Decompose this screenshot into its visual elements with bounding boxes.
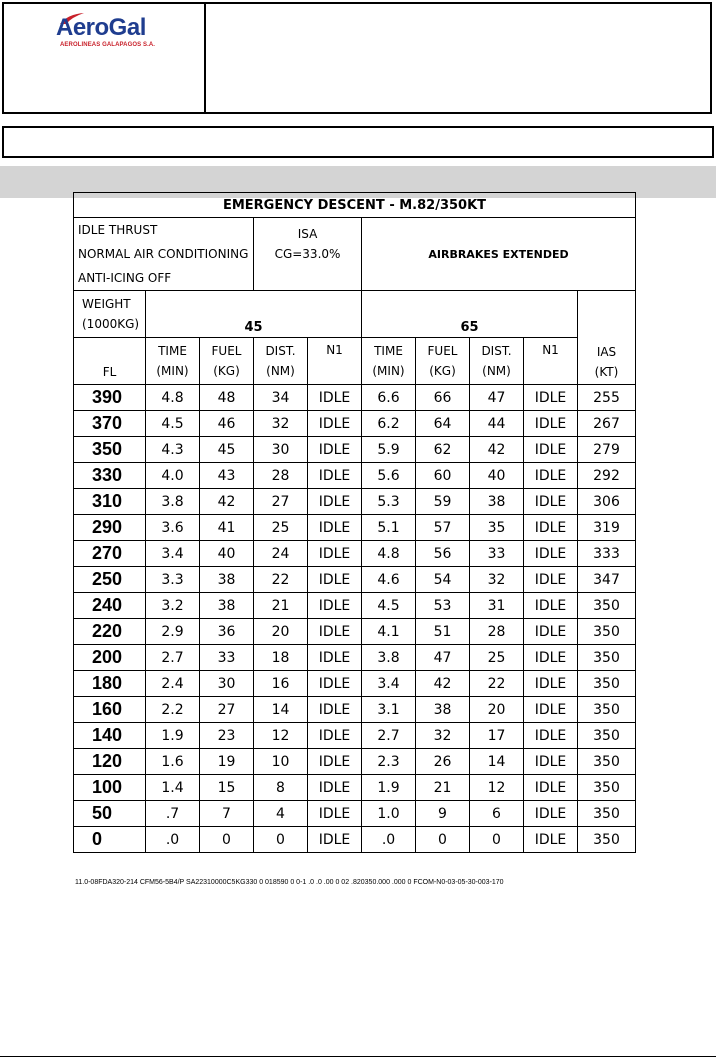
cell-d2: 33 (470, 541, 524, 567)
cell-d1: 30 (254, 437, 308, 463)
cell-ias: 350 (578, 801, 636, 827)
cell-t1: 2.2 (146, 697, 200, 723)
cell-t2: 6.2 (362, 411, 416, 437)
cell-f2: 60 (416, 463, 470, 489)
cell-t2: 2.3 (362, 749, 416, 775)
cell-ias: 350 (578, 723, 636, 749)
cell-t2: 4.6 (362, 567, 416, 593)
cell-t1: 4.3 (146, 437, 200, 463)
cell-ias: 333 (578, 541, 636, 567)
cell-t2: 5.9 (362, 437, 416, 463)
cell-d1: 20 (254, 619, 308, 645)
cell-fl: 330 (74, 463, 146, 489)
cell-n1b: IDLE (524, 411, 578, 437)
cell-d2: 14 (470, 749, 524, 775)
cell-n1b: IDLE (524, 567, 578, 593)
table-row (74, 645, 636, 671)
cell-t1: 3.6 (146, 515, 200, 541)
time-header: TIME (MIN) (146, 338, 200, 385)
cell-f1: 40 (200, 541, 254, 567)
cell-fl: 100 (74, 775, 146, 801)
cell-f1: 23 (200, 723, 254, 749)
dist-header: DIST. (NM) (254, 338, 308, 385)
cell-f1: 27 (200, 697, 254, 723)
fuel-header: FUEL (KG) (200, 338, 254, 385)
cell-n1b: IDLE (524, 437, 578, 463)
weight-label-cell (74, 291, 146, 338)
cell-d2: 40 (470, 463, 524, 489)
cell-d1: 25 (254, 515, 308, 541)
cell-fl: 140 (74, 723, 146, 749)
table-title: EMERGENCY DESCENT - M.82/350KT (74, 193, 636, 218)
cell-n1b: IDLE (524, 541, 578, 567)
cell-n1b: IDLE (524, 593, 578, 619)
cell-fl: 50 (74, 801, 146, 827)
cell-t1: 2.7 (146, 645, 200, 671)
cg-label: CG=33.0% (274, 247, 341, 261)
cell-d1: 32 (254, 411, 308, 437)
cell-f1: 42 (200, 489, 254, 515)
cell-n1a: IDLE (308, 489, 362, 515)
cell-f1: 33 (200, 645, 254, 671)
cell-f1: 45 (200, 437, 254, 463)
cell-f2: 53 (416, 593, 470, 619)
cell-d1: 27 (254, 489, 308, 515)
table-row (74, 515, 636, 541)
weight-label: WEIGHT (82, 297, 131, 311)
table-row (74, 801, 636, 827)
cell-d1: 12 (254, 723, 308, 749)
cell-fl: 240 (74, 593, 146, 619)
cell-f2: 51 (416, 619, 470, 645)
cell-f2: 62 (416, 437, 470, 463)
cell-n1b: IDLE (524, 801, 578, 827)
cell-d1: 10 (254, 749, 308, 775)
cell-d1: 0 (254, 827, 308, 853)
table-row (74, 437, 636, 463)
cell-t2: 4.8 (362, 541, 416, 567)
table-row (74, 411, 636, 437)
table-row (74, 671, 636, 697)
cell-n1b: IDLE (524, 463, 578, 489)
cell-t2: 6.6 (362, 385, 416, 411)
table-row (74, 593, 636, 619)
cell-d2: 32 (470, 567, 524, 593)
cell-f1: 48 (200, 385, 254, 411)
cell-f2: 42 (416, 671, 470, 697)
cell-d2: 12 (470, 775, 524, 801)
ias-unit: (KT) (594, 365, 619, 379)
cell-n1a: IDLE (308, 593, 362, 619)
cell-d1: 4 (254, 801, 308, 827)
cell-n1b: IDLE (524, 723, 578, 749)
cell-t1: 3.2 (146, 593, 200, 619)
cell-ias: 350 (578, 697, 636, 723)
cell-d2: 0 (470, 827, 524, 853)
cell-t2: 5.3 (362, 489, 416, 515)
cell-n1a: IDLE (308, 827, 362, 853)
cell-t1: 3.8 (146, 489, 200, 515)
cell-fl: 350 (74, 437, 146, 463)
cell-d2: 22 (470, 671, 524, 697)
cell-ias: 350 (578, 619, 636, 645)
cell-f1: 7 (200, 801, 254, 827)
cell-d2: 35 (470, 515, 524, 541)
cell-fl: 160 (74, 697, 146, 723)
cell-f1: 15 (200, 775, 254, 801)
condition-line: ANTI-ICING OFF (78, 271, 172, 285)
page-bottom-rule (0, 1056, 716, 1057)
cell-f1: 38 (200, 567, 254, 593)
cell-ias: 292 (578, 463, 636, 489)
cell-f2: 54 (416, 567, 470, 593)
cell-n1a: IDLE (308, 411, 362, 437)
cell-t2: 2.7 (362, 723, 416, 749)
cell-d2: 38 (470, 489, 524, 515)
cell-ias: 350 (578, 775, 636, 801)
cell-f1: 38 (200, 593, 254, 619)
table-row (74, 827, 636, 853)
cell-d2: 25 (470, 645, 524, 671)
table-row (74, 749, 636, 775)
cell-d1: 21 (254, 593, 308, 619)
cell-n1a: IDLE (308, 541, 362, 567)
cell-fl: 0 (74, 827, 146, 853)
cell-n1b: IDLE (524, 749, 578, 775)
cell-d1: 16 (254, 671, 308, 697)
cell-ias: 267 (578, 411, 636, 437)
cell-fl: 200 (74, 645, 146, 671)
cell-fl: 370 (74, 411, 146, 437)
cell-n1b: IDLE (524, 671, 578, 697)
cell-d2: 31 (470, 593, 524, 619)
cell-n1a: IDLE (308, 775, 362, 801)
cell-f2: 66 (416, 385, 470, 411)
cell-ias: 279 (578, 437, 636, 463)
cell-d1: 22 (254, 567, 308, 593)
cell-t2: 4.5 (362, 593, 416, 619)
cell-t2: 5.1 (362, 515, 416, 541)
cell-f2: 21 (416, 775, 470, 801)
cell-d2: 28 (470, 619, 524, 645)
cell-d2: 20 (470, 697, 524, 723)
cell-f2: 57 (416, 515, 470, 541)
logo-cell (4, 4, 206, 112)
cell-f2: 56 (416, 541, 470, 567)
cell-d2: 6 (470, 801, 524, 827)
cell-t2: 4.1 (362, 619, 416, 645)
cell-f2: 32 (416, 723, 470, 749)
cell-n1a: IDLE (308, 515, 362, 541)
cell-t2: .0 (362, 827, 416, 853)
table-row (74, 775, 636, 801)
cell-fl: 310 (74, 489, 146, 515)
cell-t1: 2.4 (146, 671, 200, 697)
cell-ias: 350 (578, 645, 636, 671)
weight-unit: (1000KG) (82, 317, 140, 331)
fl-header: FL (74, 338, 146, 385)
table-row (74, 697, 636, 723)
cell-fl: 270 (74, 541, 146, 567)
isa-label: ISA (297, 227, 318, 241)
table-footnote: 11.0-08FDA320-214 CFM56-5B4/P SA22310000C5KG330 0 018590 0 0-1 .0 .0 .00 0 02 .820350.000 .000 0 FCOM-N0-03-05-30-003-170 (75, 879, 504, 886)
cell-n1b: IDLE (524, 515, 578, 541)
cell-f2: 9 (416, 801, 470, 827)
cell-n1a: IDLE (308, 801, 362, 827)
cell-ias: 350 (578, 749, 636, 775)
cell-fl: 250 (74, 567, 146, 593)
condition-line: NORMAL AIR CONDITIONING (78, 247, 249, 261)
cell-fl: 290 (74, 515, 146, 541)
ias-header (578, 291, 636, 385)
cell-t1: 1.4 (146, 775, 200, 801)
table-row (74, 385, 636, 411)
cell-t2: 3.4 (362, 671, 416, 697)
cell-f1: 41 (200, 515, 254, 541)
cell-ias: 350 (578, 671, 636, 697)
cell-n1a: IDLE (308, 749, 362, 775)
cell-d2: 42 (470, 437, 524, 463)
cell-n1a: IDLE (308, 567, 362, 593)
cell-t1: 3.4 (146, 541, 200, 567)
cell-n1a: IDLE (308, 463, 362, 489)
cell-f2: 0 (416, 827, 470, 853)
cell-f1: 0 (200, 827, 254, 853)
table-row (74, 567, 636, 593)
ias-label: IAS (596, 345, 617, 359)
cell-n1b: IDLE (524, 775, 578, 801)
cell-d1: 18 (254, 645, 308, 671)
table-row (74, 463, 636, 489)
cell-n1a: IDLE (308, 671, 362, 697)
cell-fl: 180 (74, 671, 146, 697)
cell-n1b: IDLE (524, 645, 578, 671)
cell-ias: 350 (578, 593, 636, 619)
cell-t1: .0 (146, 827, 200, 853)
cell-n1b: IDLE (524, 619, 578, 645)
cell-n1a: IDLE (308, 437, 362, 463)
cell-t2: 3.1 (362, 697, 416, 723)
cell-d2: 17 (470, 723, 524, 749)
subtitle-bar (2, 126, 714, 158)
table-row (74, 489, 636, 515)
aerogal-logo (54, 14, 174, 54)
n1-header: N1 (308, 338, 362, 385)
cell-t2: 3.8 (362, 645, 416, 671)
cell-fl: 220 (74, 619, 146, 645)
cell-t1: 4.5 (146, 411, 200, 437)
cell-n1b: IDLE (524, 489, 578, 515)
cell-n1a: IDLE (308, 645, 362, 671)
weight-45-header: 45 (146, 291, 362, 338)
cell-f2: 26 (416, 749, 470, 775)
cell-d1: 14 (254, 697, 308, 723)
emergency-descent-table (73, 192, 636, 853)
cell-d1: 28 (254, 463, 308, 489)
cell-t1: 2.9 (146, 619, 200, 645)
cell-t1: 1.9 (146, 723, 200, 749)
cell-n1a: IDLE (308, 619, 362, 645)
cell-d1: 8 (254, 775, 308, 801)
conditions-cell (74, 218, 254, 291)
cell-n1a: IDLE (308, 723, 362, 749)
table-row (74, 619, 636, 645)
cell-f1: 19 (200, 749, 254, 775)
table-row (74, 541, 636, 567)
cell-f2: 59 (416, 489, 470, 515)
weight-65-header: 65 (362, 291, 578, 338)
cell-t2: 1.0 (362, 801, 416, 827)
n1-header: N1 (524, 338, 578, 385)
cell-ias: 255 (578, 385, 636, 411)
condition-line: IDLE THRUST (78, 223, 158, 237)
airbrakes-label: AIRBRAKES EXTENDED (362, 218, 636, 291)
cell-fl: 120 (74, 749, 146, 775)
cell-n1b: IDLE (524, 697, 578, 723)
cell-ias: 319 (578, 515, 636, 541)
cell-n1b: IDLE (524, 385, 578, 411)
cell-t1: .7 (146, 801, 200, 827)
cell-d1: 34 (254, 385, 308, 411)
logo-wordmark: AeroGal (56, 14, 146, 41)
cell-t1: 3.3 (146, 567, 200, 593)
cell-fl: 390 (74, 385, 146, 411)
cell-ias: 350 (578, 827, 636, 853)
cell-n1a: IDLE (308, 697, 362, 723)
cell-f2: 38 (416, 697, 470, 723)
cell-t2: 1.9 (362, 775, 416, 801)
cell-ias: 306 (578, 489, 636, 515)
cell-ias: 347 (578, 567, 636, 593)
cell-n1b: IDLE (524, 827, 578, 853)
cell-f1: 36 (200, 619, 254, 645)
cell-f1: 46 (200, 411, 254, 437)
cell-f1: 30 (200, 671, 254, 697)
cell-f1: 43 (200, 463, 254, 489)
document-header (2, 2, 712, 114)
cell-t2: 5.6 (362, 463, 416, 489)
isa-cg-cell (254, 218, 362, 291)
time-header: TIME (MIN) (362, 338, 416, 385)
cell-t1: 4.8 (146, 385, 200, 411)
cell-t1: 4.0 (146, 463, 200, 489)
dist-header: DIST. (NM) (470, 338, 524, 385)
cell-d1: 24 (254, 541, 308, 567)
logo-subtitle: AEROLINEAS GALAPAGOS S.A. (60, 42, 156, 48)
cell-n1a: IDLE (308, 385, 362, 411)
fuel-header: FUEL (KG) (416, 338, 470, 385)
cell-d2: 47 (470, 385, 524, 411)
cell-f2: 64 (416, 411, 470, 437)
table-row (74, 723, 636, 749)
cell-t1: 1.6 (146, 749, 200, 775)
cell-d2: 44 (470, 411, 524, 437)
cell-f2: 47 (416, 645, 470, 671)
